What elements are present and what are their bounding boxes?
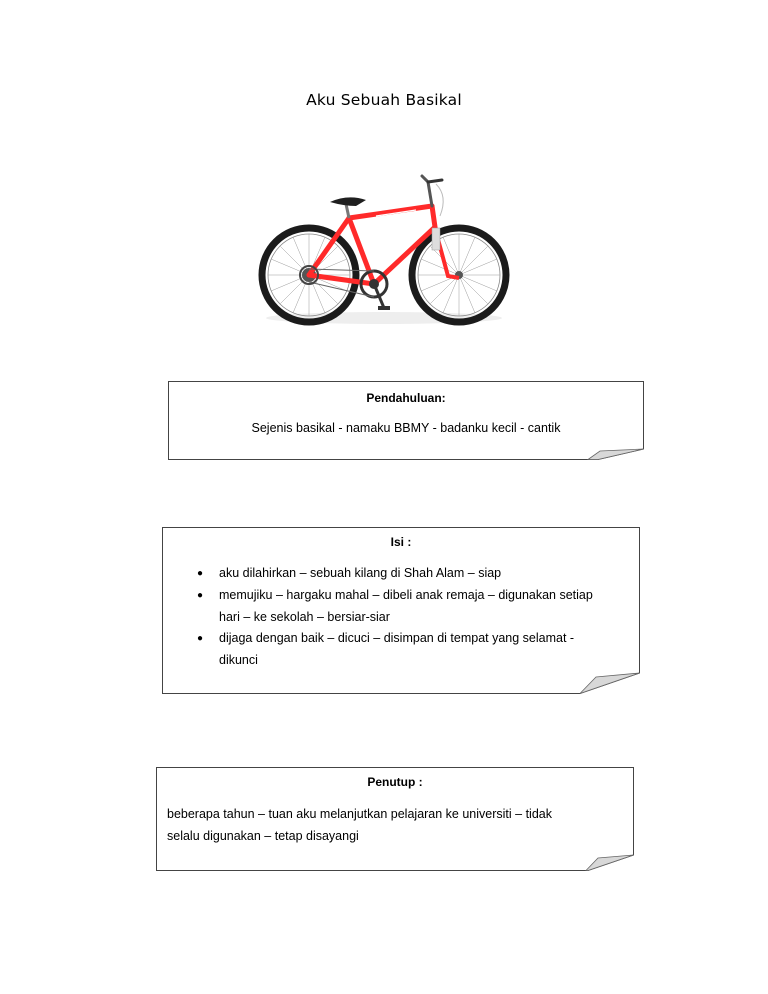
- bullet-2-line-1: memujiku – hargaku mahal – dibeli anak remaja – digunakan setiap: [219, 588, 593, 602]
- closing-heading: Penutup :: [367, 775, 423, 789]
- intro-heading: Pendahuluan:: [366, 391, 446, 405]
- closing-line-2: selalu digunakan – tetap disayangi: [167, 829, 359, 843]
- bullet-3-line-1: dijaga dengan baik – dicuci – disimpan di tempat yang selamat -: [219, 631, 575, 645]
- intro-text: Sejenis basikal - namaku BBMY - badanku kecil - cantik: [251, 421, 561, 435]
- page-title: Aku Sebuah Basikal: [306, 91, 462, 109]
- bullet-icon: ●: [197, 633, 204, 644]
- closing-line-1: beberapa tahun – tuan aku melanjutkan pelajaran ke universiti – tidak: [167, 807, 552, 821]
- bullet-3-line-2: dikunci: [219, 653, 258, 667]
- bullet-2-line-2: hari – ke sekolah – bersiar-siar: [219, 610, 390, 624]
- bullet-icon: ●: [197, 590, 204, 601]
- bullet-icon: ●: [197, 568, 204, 579]
- content-heading: Isi :: [390, 535, 412, 549]
- content-box: [162, 527, 640, 694]
- bicycle-image: [256, 166, 512, 332]
- bullet-1-line-1: aku dilahirkan – sebuah kilang di Shah Alam – siap: [219, 566, 502, 580]
- intro-box: [168, 381, 644, 461]
- closing-box: [156, 767, 634, 871]
